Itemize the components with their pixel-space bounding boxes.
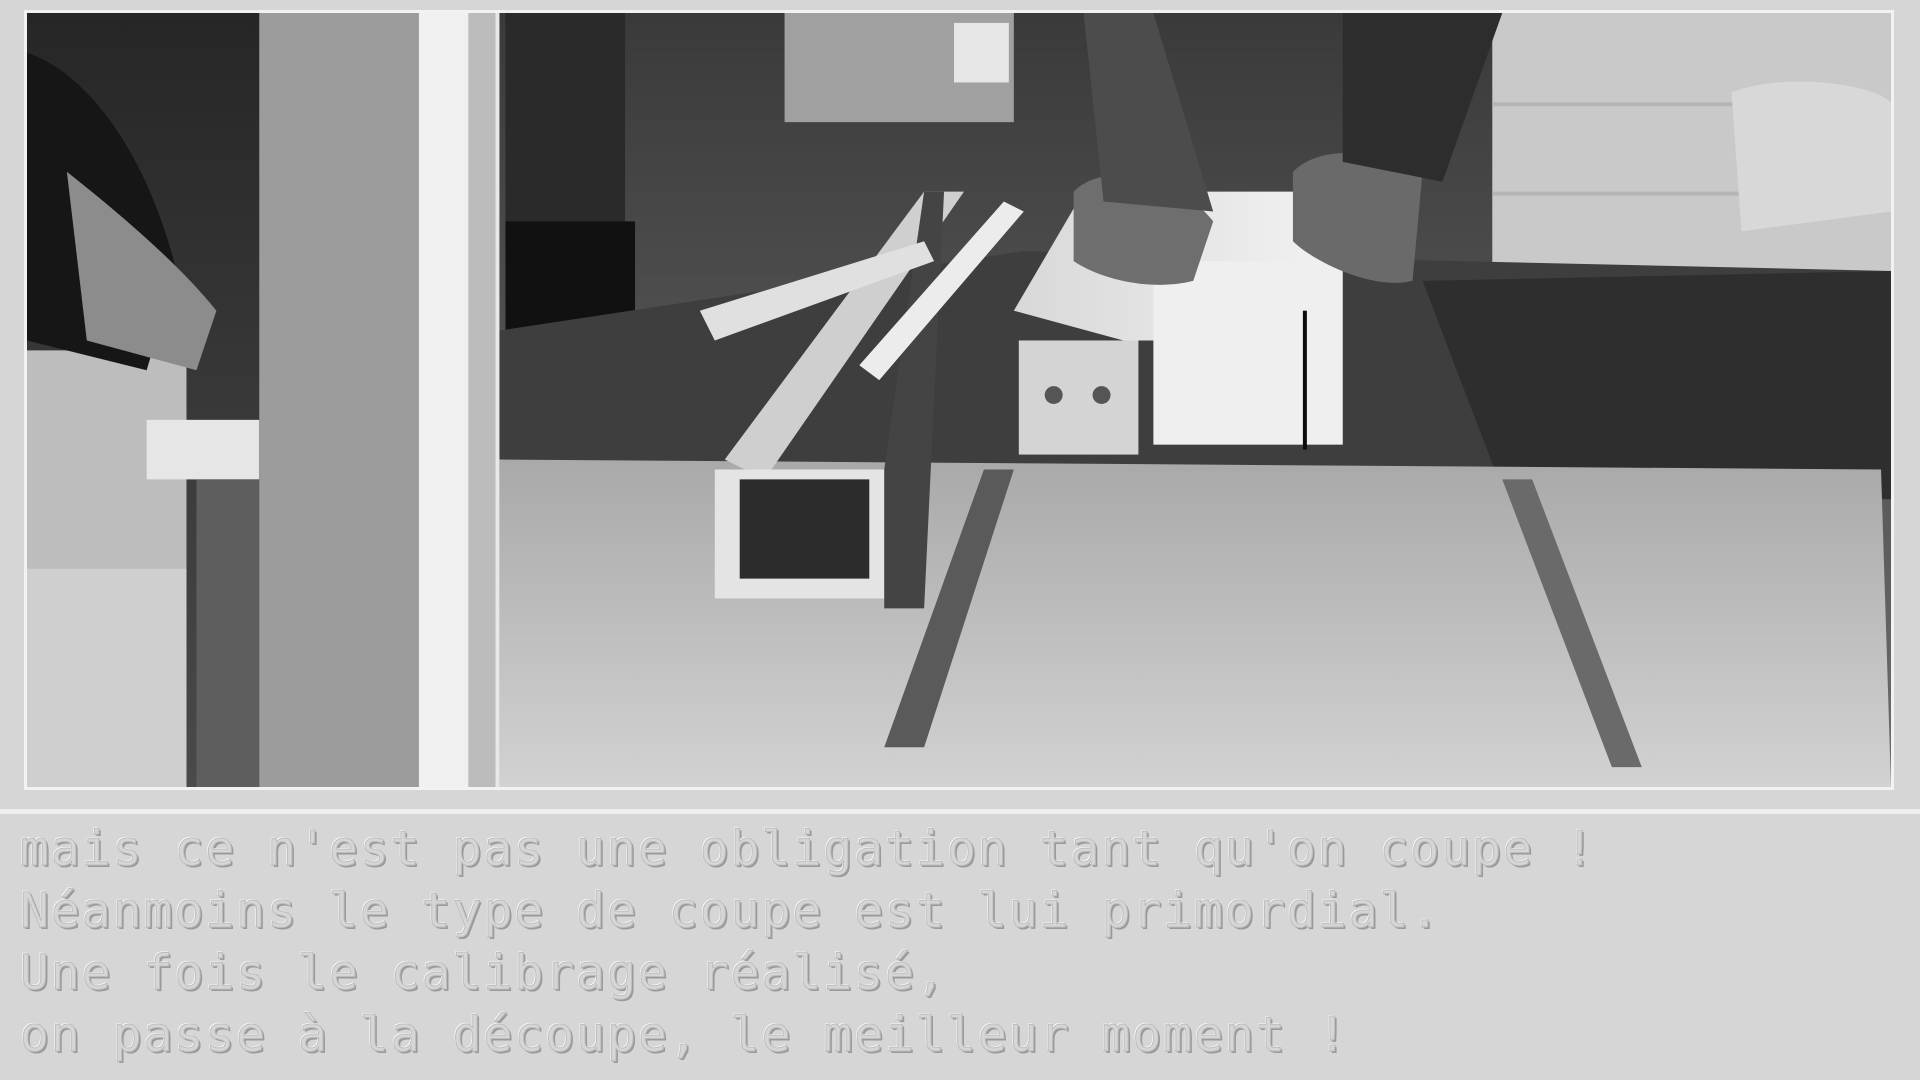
video-frame[interactable] xyxy=(24,10,1894,790)
subtitle-line-2: Néanmoins le type de coupe est lui primordial. xyxy=(20,883,1442,939)
video-still-image xyxy=(27,13,1891,787)
subtitle-area xyxy=(20,818,1900,1068)
subtitle-divider xyxy=(0,809,1920,814)
main-scene xyxy=(499,13,1891,787)
subtitle-line-3: Une fois le calibrage réalisé, xyxy=(20,945,947,1001)
middle-panel xyxy=(259,13,499,787)
subtitle-line-4: on passe à la découpe, le meilleur moment ! xyxy=(20,1007,1349,1063)
subtitle-line-1: mais ce n'est pas une obligation tant qu'on coupe ! xyxy=(20,821,1596,877)
left-inset-panel xyxy=(27,13,259,787)
